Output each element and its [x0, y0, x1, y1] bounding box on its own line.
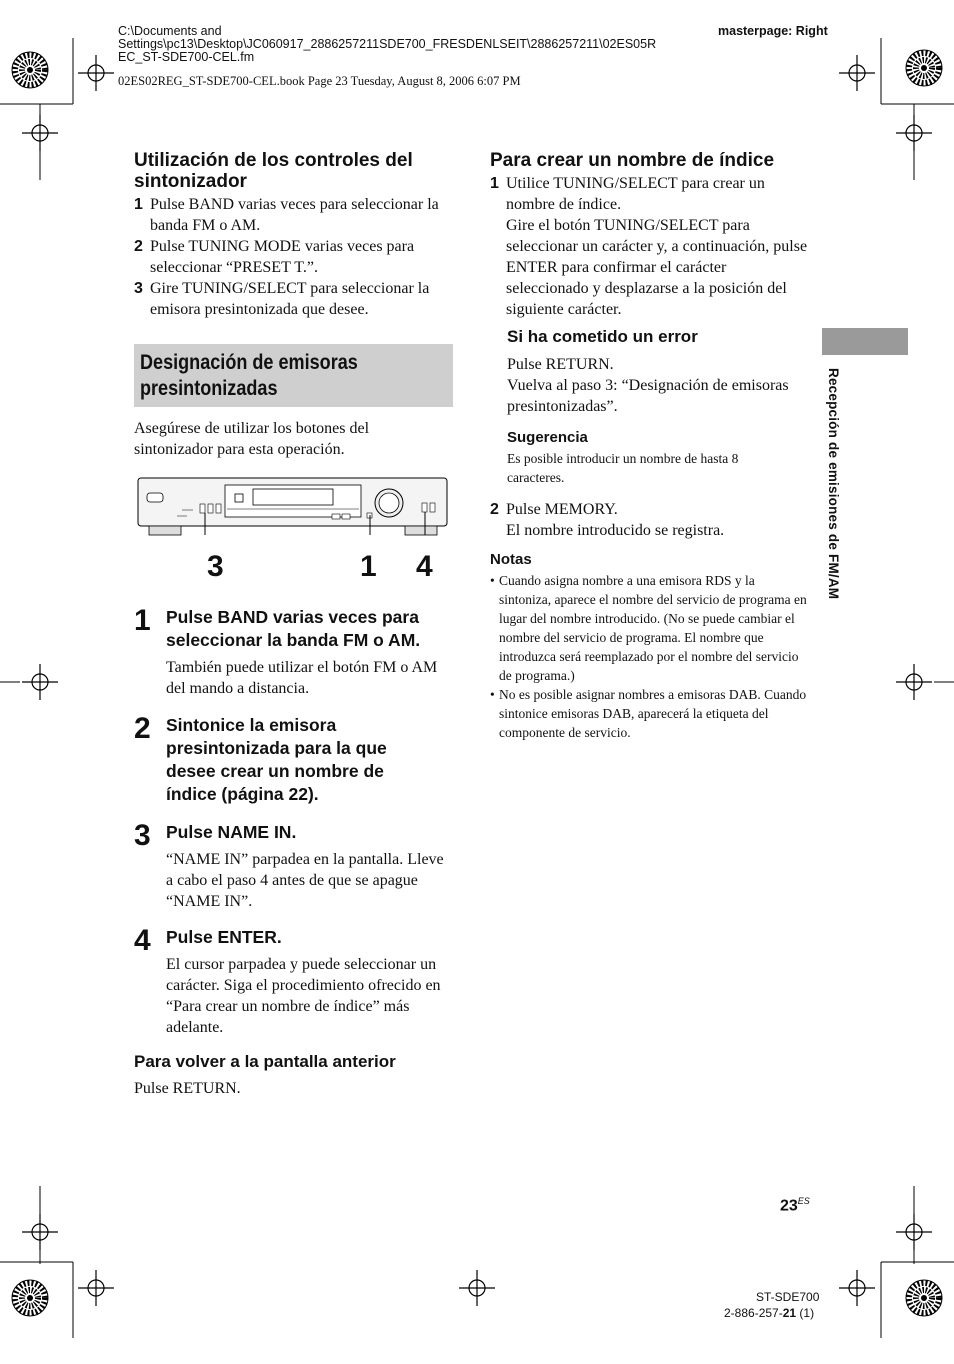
index-step-number: 2: [490, 501, 499, 518]
index-step-1: [490, 173, 812, 320]
callout-4: 4: [416, 550, 433, 583]
tuner-steps: [134, 194, 456, 320]
tuner-front-panel-illustration: [137, 477, 449, 537]
page-number-suffix: ES: [797, 1196, 810, 1206]
page-number: [780, 1196, 810, 1215]
tuner-step-2: [134, 236, 456, 278]
step-number: 1: [134, 604, 151, 637]
index-step-2-line1: Pulse MEMORY.: [506, 501, 618, 518]
tuner-heading: Utilización de los controles del sintonizador: [134, 150, 413, 192]
error-line2: Vuelva al paso 3: “Designación de emisoras presintonizadas”.: [507, 377, 789, 415]
page-number-value: 23: [780, 1197, 798, 1215]
right-column: [490, 150, 812, 742]
tuner-step-number: 3: [134, 280, 143, 297]
error-block: [507, 327, 812, 487]
index-step-text: Utilice TUNING/SELECT para crear un nombre de índice.: [506, 175, 765, 213]
footer-code-suffix: (1): [796, 1306, 815, 1320]
header-path-line2: Settings\pc13\Desktop\JC060917_2886257211SDE700_FRESDENLSEIT\2886257211\02ES05R: [118, 37, 657, 51]
tuner-step-1: [134, 194, 456, 236]
step-title: Pulse ENTER.: [166, 927, 282, 947]
note-item: [490, 685, 808, 742]
footer-code-prefix: 2-886-257-: [724, 1306, 783, 1320]
tip-heading: Sugerencia: [507, 429, 588, 446]
header-path-line3: EC_ST-SDE700-CEL.fm: [118, 50, 255, 64]
step-body: También puede utilizar el botón FM o AM del mando a distancia.: [166, 659, 438, 697]
step-body: El cursor parpadea y puede seleccionar un carácter. Siga el procedimiento ofrecido en “Para crear un nombre de índice” más adelante.: [166, 956, 441, 1036]
tuner-step-number: 2: [134, 238, 143, 255]
tuner-step-number: 1: [134, 196, 143, 213]
index-step-2: [490, 499, 812, 541]
tuner-step-3: [134, 278, 456, 320]
notes-heading: Notas: [490, 551, 532, 568]
banner-title-line1: Designación de emisoras: [140, 351, 358, 374]
step-number: 2: [134, 712, 151, 745]
note-text: No es posible asignar nombres a emisoras DAB. Cuando sintonice emisoras DAB, aparecerá la etiqueta del componente de servicio.: [499, 687, 807, 740]
tuner-step-text: Gire TUNING/SELECT para seleccionar la emisora presintonizada que desee.: [150, 280, 430, 318]
footer-code: [724, 1306, 814, 1320]
section-side-tab: [822, 328, 908, 355]
step-title: Pulse NAME IN.: [166, 822, 297, 842]
intro-text: Asegúrese de utilizar los botones del sintonizador para esta operación.: [134, 420, 370, 458]
header-path-line1: C:\Documents and: [118, 24, 222, 38]
tuner-step-text: Pulse TUNING MODE varias veces para seleccionar “PRESET T.”.: [150, 238, 415, 276]
error-line1: Pulse RETURN.: [507, 356, 614, 373]
back-heading: Para volver a la pantalla anterior: [134, 1052, 396, 1071]
header-masterpage: masterpage: Right: [718, 24, 828, 38]
index-step-number: 1: [490, 175, 499, 192]
footer-model: ST-SDE700: [756, 1290, 820, 1304]
back-body: Pulse RETURN.: [134, 1080, 241, 1097]
step-4: [134, 926, 456, 1038]
note-text: Cuando asigna nombre a una emisora RDS y la sintoniza, aparece el nombre del servicio de programa en lugar del nombre introducido. (No se puede cambiar el nombre del servicio de programa. El nombre que introduzca será reemplazado por el nombre del servicio de programa.): [499, 573, 807, 683]
footer-code-bold: 21: [782, 1306, 797, 1320]
step-body: “NAME IN” parpadea en la pantalla. Lleve a cabo el paso 4 antes de que se apague “NAME IN”.: [166, 851, 444, 910]
tip-text: Es posible introducir un nombre de hasta 8 caracteres.: [507, 451, 739, 485]
notes-list: [490, 571, 808, 742]
callout-1: 1: [360, 550, 377, 583]
step-number: 4: [134, 924, 151, 957]
header-book-info: 02ES02REG_ST-SDE700-CEL.book Page 23 Tuesday, August 8, 2006 6:07 PM: [118, 74, 521, 88]
tuner-step-text: Pulse BAND varias veces para seleccionar la banda FM o AM.: [150, 196, 439, 234]
index-step-2-line2: El nombre introducido se registra.: [506, 522, 725, 539]
bullet: •: [490, 687, 495, 702]
banner-title-line2: presintonizadas: [140, 377, 278, 400]
step-number: 3: [134, 819, 151, 852]
header-path: [118, 25, 698, 64]
step-title: Sintonice la emisora presintonizada para la que desee crear un nombre de índice (página 22).: [166, 715, 387, 804]
note-item: [490, 571, 808, 685]
step-1: [134, 606, 456, 699]
left-column: [134, 150, 456, 320]
side-tab-label: Recepción de emisiones de FM/AM: [826, 368, 841, 600]
index-step-text2: Gire el botón TUNING/SELECT para seleccionar un carácter y, a continuación, pulse ENTER para confirmar el carácter seleccionado y desplazarse a la posición del siguiente carácter.: [506, 217, 808, 318]
section-banner: [134, 344, 453, 407]
step-3: [134, 821, 456, 912]
bullet: •: [490, 573, 495, 588]
error-heading: Si ha cometido un error: [507, 327, 698, 346]
step-title: Pulse BAND varias veces para seleccionar la banda FM o AM.: [166, 607, 421, 650]
step-2: [134, 714, 456, 806]
callout-3: 3: [207, 550, 224, 583]
index-heading: Para crear un nombre de índice: [490, 150, 775, 171]
